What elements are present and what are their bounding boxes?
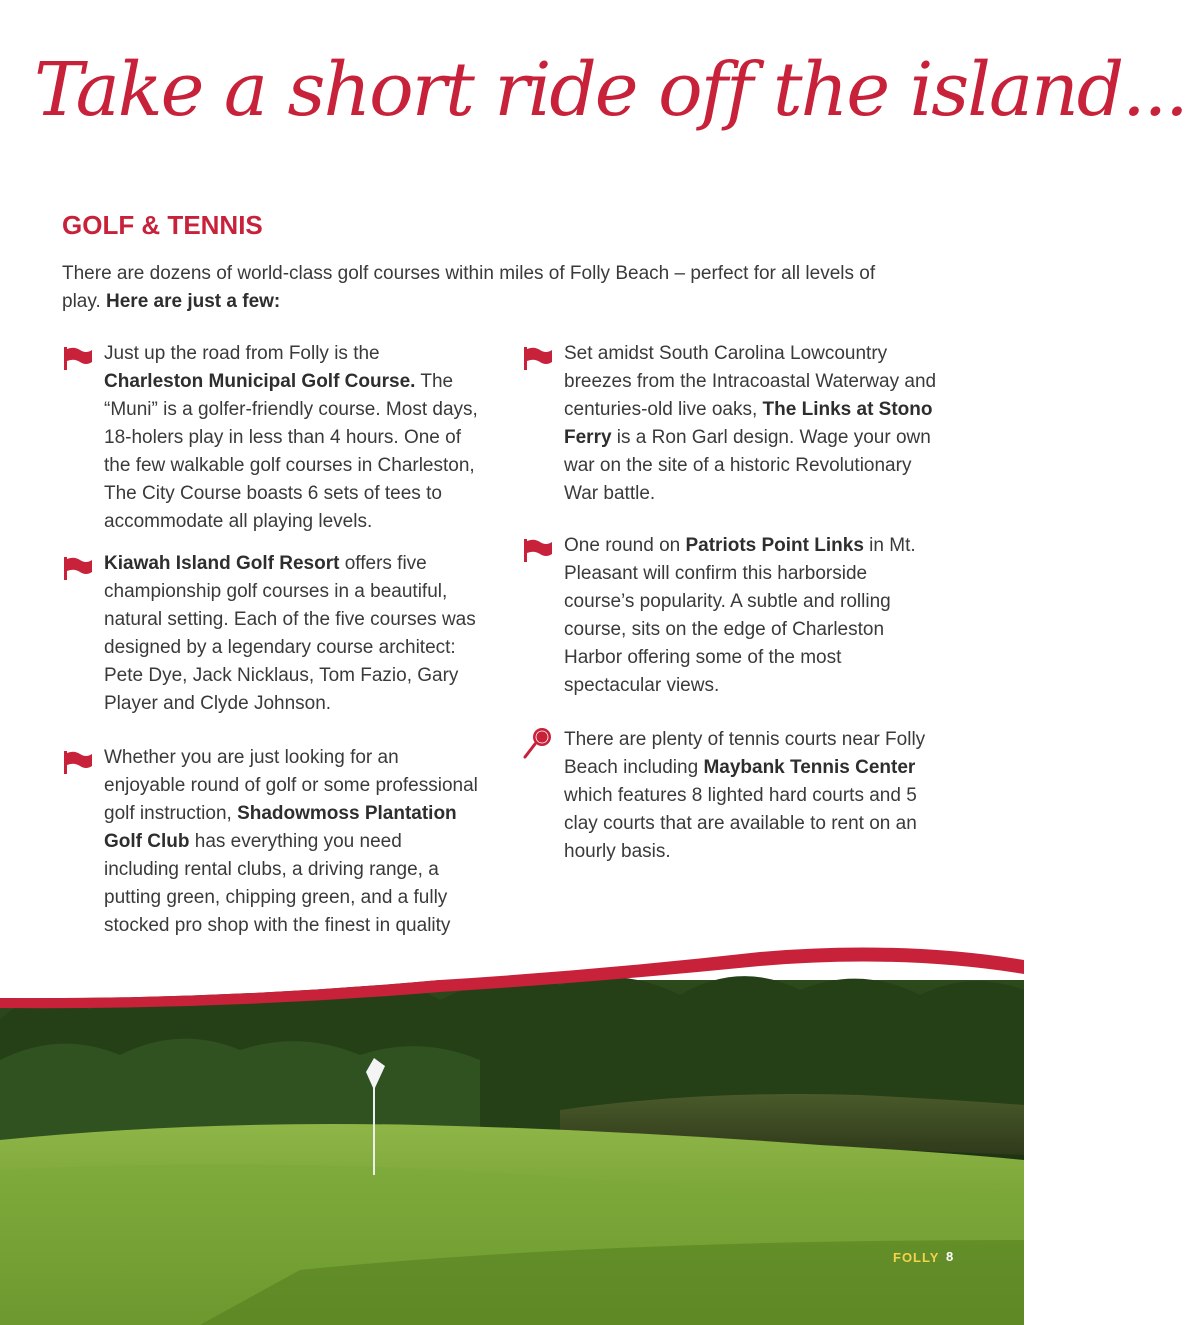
entry-charleston-municipal: Just up the road from Folly is the Charleston Municipal Golf Course. The “Muni” is a golfer-friendly course. Most days, 18-holers play in less than 4 hours. One of the few walkable golf courses in Charleston, The City Course boasts 6 sets of tees to accommodate all playing levels. (62, 340, 482, 536)
flag-icon (62, 345, 94, 371)
entry-stono-ferry: Set amidst South Carolina Lowcountry breezes from the Intracoastal Waterway and centuries-old live oaks, The Links at Stono Ferry is a Ron Garl design. Wage your own war on the site of a historic Revolutionary War battle. (522, 340, 942, 508)
flag-icon (62, 749, 94, 775)
intro-paragraph: There are dozens of world-class golf courses within miles of Folly Beach – perfect for all levels of play. Here are just a few: (62, 263, 876, 312)
left-column (62, 340, 482, 968)
flag-icon (62, 555, 94, 581)
page-number: 8 (946, 1249, 954, 1264)
folly-logo: FOLLY (893, 1250, 940, 1265)
entry-shadowmoss: Whether you are just looking for an enjoyable round of golf or some professional golf instruction, Shadowmoss Plantation Golf Club has everything you need including rental clubs, a driving range, a putting green, chipping green, and a fully stocked pro shop with the finest in quality (62, 744, 482, 968)
entry-patriots-point: One round on Patriots Point Links in Mt. Pleasant will confirm this harborside course’s popularity. A subtle and rolling course, sits on the edge of Charleston Harbor offering some of the most spectacular views. (522, 532, 942, 700)
page-headline: Take a short ride off the island... (34, 47, 1187, 133)
flag-icon (522, 537, 554, 563)
entry-maybank-tennis: There are plenty of tennis courts near Folly Beach including Maybank Tennis Center which features 8 lighted hard courts and 5 clay courts that are available to rent on an hourly basis. (522, 726, 942, 866)
tennis-racket-icon (522, 726, 554, 760)
section-title: GOLF & TENNIS (62, 210, 263, 240)
right-column (522, 340, 942, 866)
golf-course-photo (0, 940, 1024, 1325)
flag-icon (522, 345, 554, 371)
entry-kiawah-island: Kiawah Island Golf Resort offers five championship golf courses in a beautiful, natural setting. Each of the five courses was designed by a legendary course architect: Pete Dye, Jack Nicklaus, Tom Fazio, Gary Player and Clyde Johnson. (62, 550, 482, 718)
